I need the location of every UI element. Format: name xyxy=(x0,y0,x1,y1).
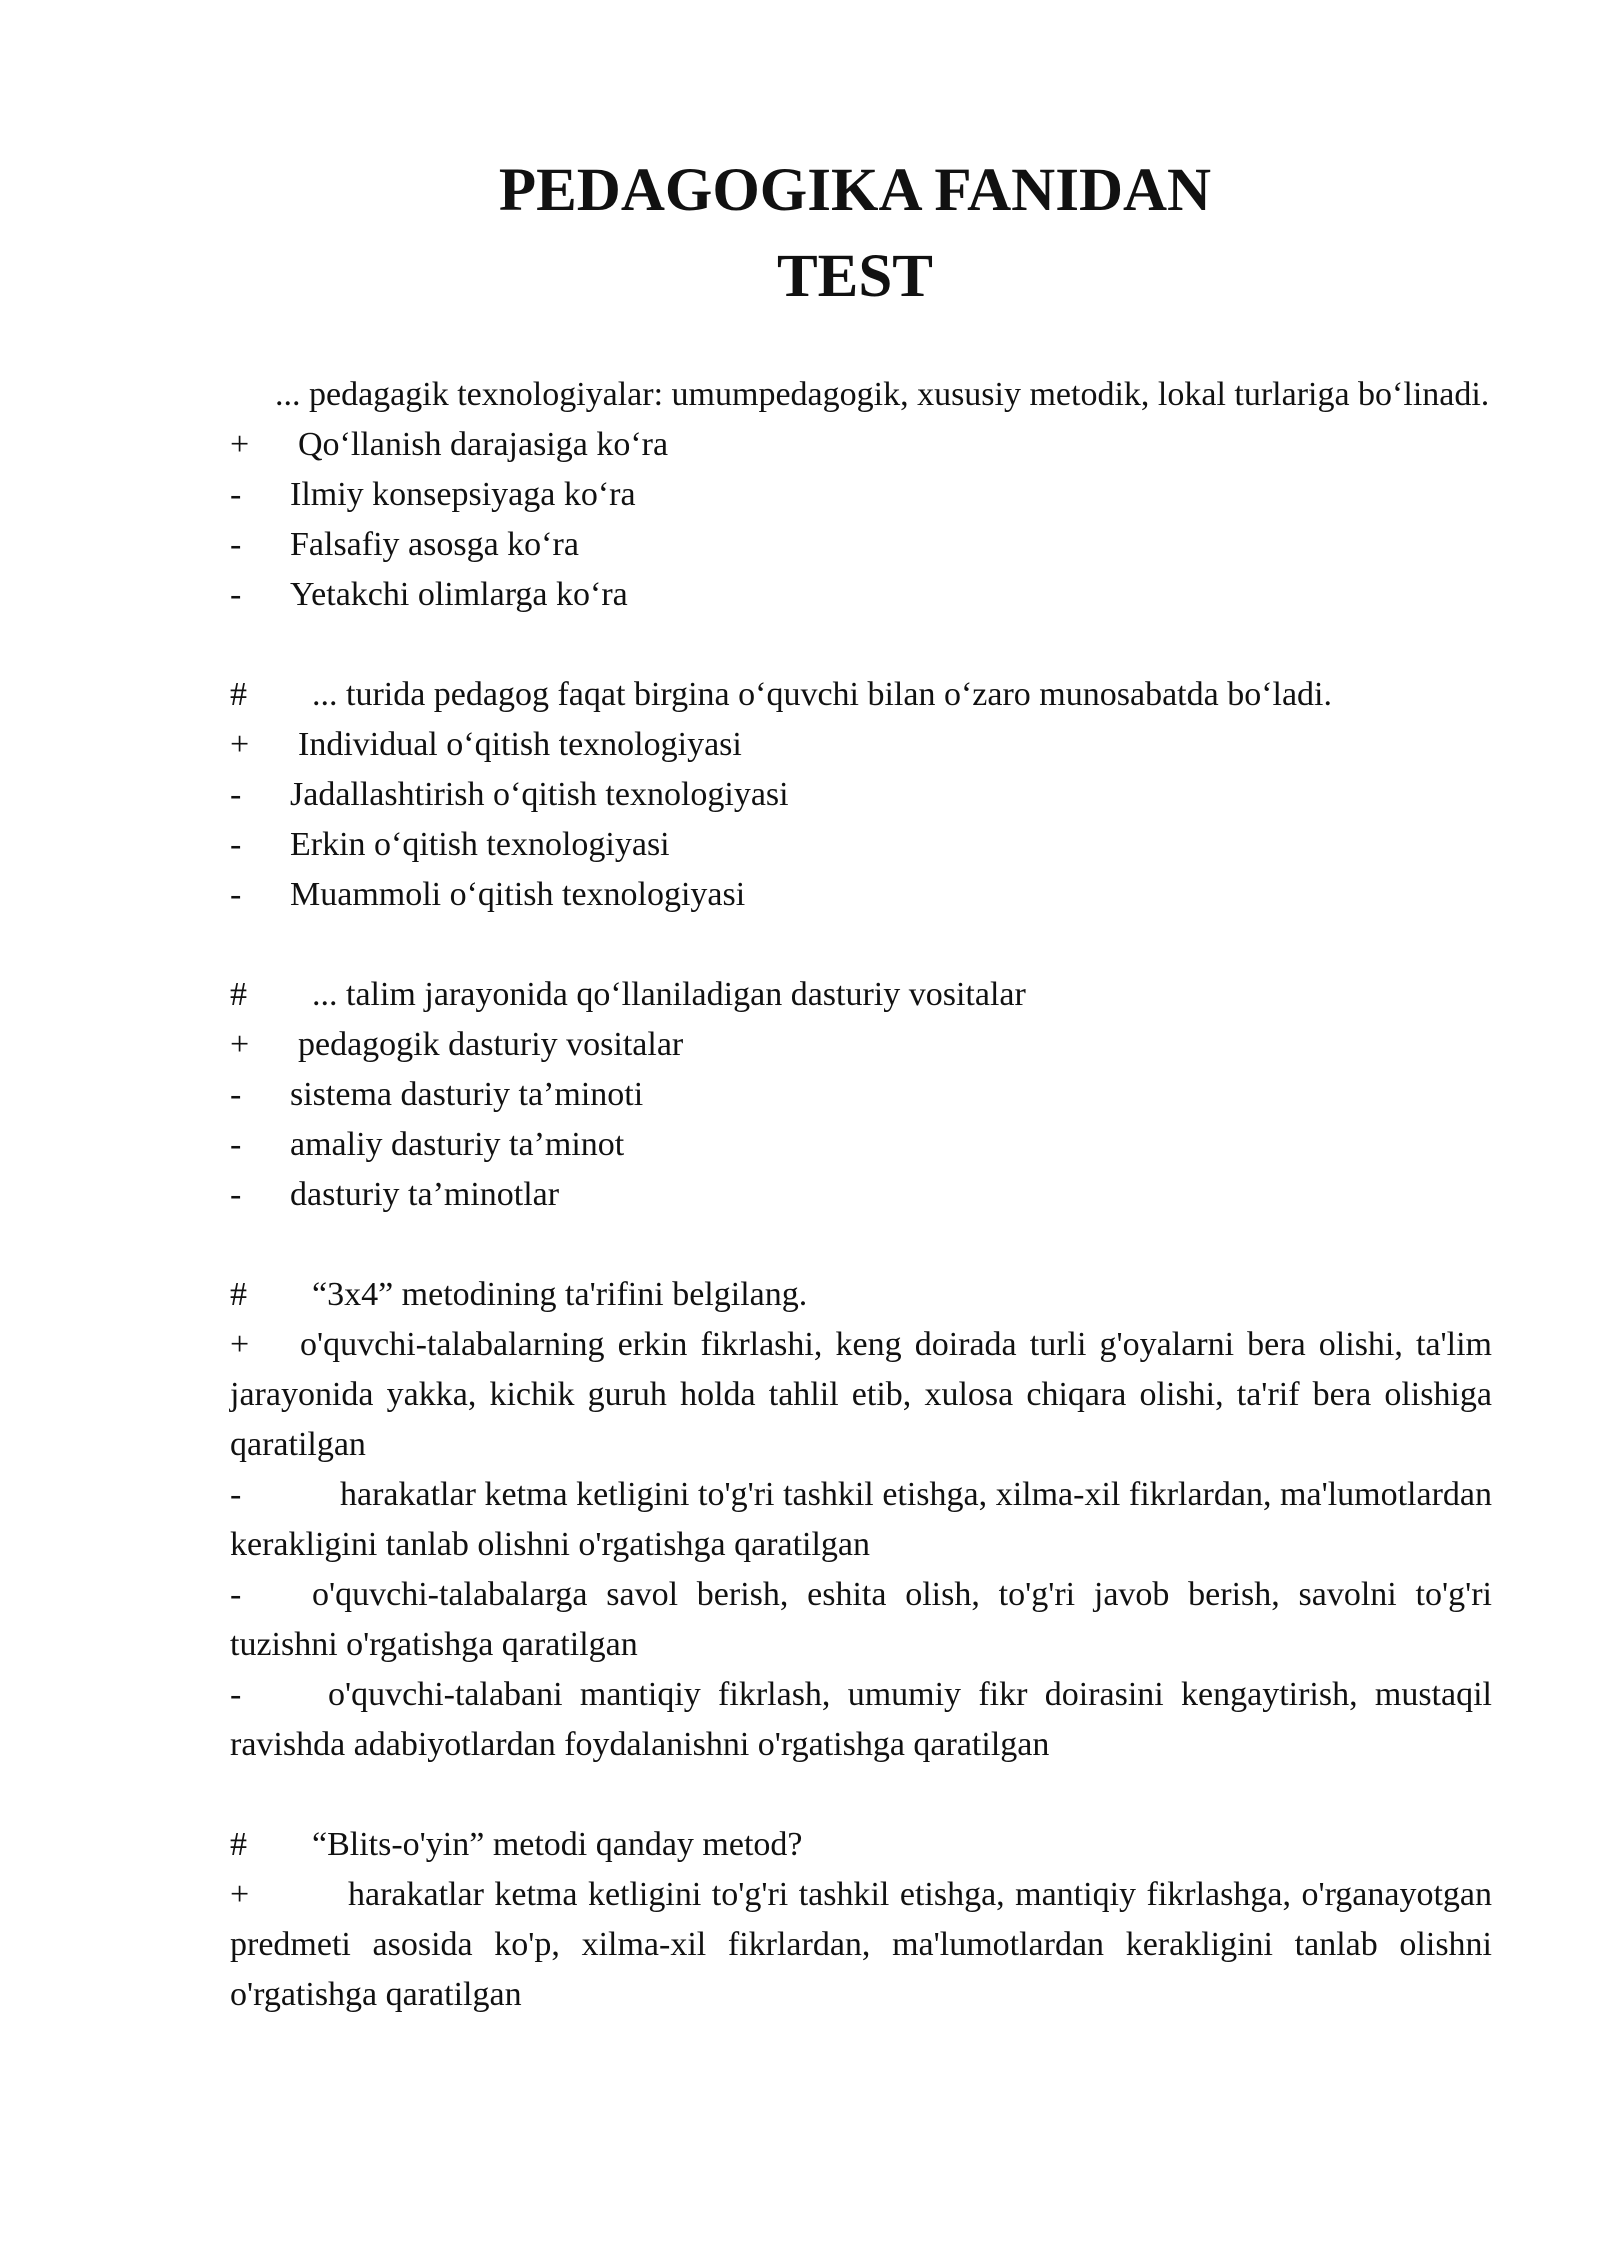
correct-marker: + xyxy=(230,1026,250,1063)
test-content xyxy=(230,370,1492,2020)
q4-wrong-answer xyxy=(230,1670,1492,1770)
wrong-marker: - xyxy=(230,776,242,813)
question-text: “3x4” metodining ta'rifini belgilang. xyxy=(312,1276,808,1313)
answer-text: harakatlar ketma ketligini to'g'ri tashkil etishga, mantiqiy fikrlashga, o'rganayotgan predmeti asosida ko'p, xilma-xil fikrlardan, ma'lumotlardan kerakligini tanlab olishni o'rgatishga qaratilgan xyxy=(230,1876,1492,2013)
answer-text: amaliy dasturiy ta’minot xyxy=(290,1126,625,1163)
correct-marker: + xyxy=(230,1326,250,1363)
answer-text: Yetakchi olimlarga ko‘ra xyxy=(290,576,628,613)
answer-text: harakatlar ketma ketligini to'g'ri tashkil etishga, xilma-xil fikrlardan, ma'lumotlardan kerakligini tanlab olishni o'rgatishga qaratilgan xyxy=(230,1476,1492,1563)
spacer xyxy=(230,1220,1492,1270)
wrong-marker: - xyxy=(230,1476,242,1513)
answer-text: pedagogik dasturiy vositalar xyxy=(298,1026,684,1063)
answer-text: Individual o‘qitish texnologiyasi xyxy=(298,726,742,763)
answer-text: Jadallashtirish o‘qitish texnologiyasi xyxy=(290,776,789,813)
q1-correct-answer xyxy=(230,420,1492,470)
q3-wrong-answer xyxy=(230,1070,1492,1120)
question-text: ... turida pedagog faqat birgina o‘quvchi bilan o‘zaro munosabatda bo‘ladi. xyxy=(312,676,1332,713)
spacer xyxy=(230,920,1492,970)
correct-marker: + xyxy=(230,1876,250,1913)
answer-text: Erkin o‘qitish texnologiyasi xyxy=(290,826,670,863)
q1-question: ... pedagagik texnologiyalar: umumpedagogik, xususiy metodik, lokal turlariga bo‘linadi. xyxy=(275,376,1490,413)
wrong-marker: - xyxy=(230,876,242,913)
q4-wrong-answer xyxy=(230,1570,1492,1670)
question-marker: # xyxy=(230,1276,247,1313)
wrong-marker: - xyxy=(230,826,242,863)
answer-text: Muammoli o‘qitish texnologiyasi xyxy=(290,876,746,913)
q2-correct-answer xyxy=(230,720,1492,770)
q2-question xyxy=(230,670,1492,720)
q1-wrong-answer xyxy=(230,520,1492,570)
answer-text: sistema dasturiy ta’minoti xyxy=(290,1076,644,1113)
q4-question xyxy=(230,1270,1492,1320)
q5-correct-answer xyxy=(230,1870,1492,2020)
correct-marker: + xyxy=(230,426,250,463)
wrong-marker: - xyxy=(230,476,242,513)
question-text: ... talim jarayonida qo‘llaniladigan dasturiy vositalar xyxy=(312,976,1026,1013)
answer-text: Ilmiy konsepsiyaga ko‘ra xyxy=(290,476,636,513)
wrong-marker: - xyxy=(230,1076,242,1113)
spacer xyxy=(230,620,1492,670)
spacer xyxy=(230,1770,1492,1820)
q5-question xyxy=(230,1820,1492,1870)
answer-text: o'quvchi-talabani mantiqiy fikrlash, umumiy fikr doirasini kengaytirish, mustaqil ravishda adabiyotlardan foydalanishni o'rgatishga qaratilgan xyxy=(230,1676,1492,1763)
wrong-marker: - xyxy=(230,1576,242,1613)
wrong-marker: - xyxy=(230,1126,242,1163)
q3-wrong-answer xyxy=(230,1170,1492,1220)
q1-wrong-answer xyxy=(230,570,1492,620)
question-marker: # xyxy=(230,676,247,713)
document-title-line2: TEST xyxy=(777,243,933,310)
document-title-line1: PEDAGOGIKA FANIDAN xyxy=(498,157,1212,224)
wrong-marker: - xyxy=(230,1676,242,1713)
q3-correct-answer xyxy=(230,1020,1492,1070)
question-marker: # xyxy=(230,1826,247,1863)
q2-wrong-answer xyxy=(230,820,1492,870)
q2-wrong-answer xyxy=(230,870,1492,920)
question-marker: # xyxy=(230,976,247,1013)
answer-text: dasturiy ta’minotlar xyxy=(290,1176,560,1213)
question-text: “Blits-o'yin” metodi qanday metod? xyxy=(312,1826,803,1863)
q3-question xyxy=(230,970,1492,1020)
q4-correct-answer xyxy=(230,1320,1492,1470)
wrong-marker: - xyxy=(230,576,242,613)
q2-wrong-answer xyxy=(230,770,1492,820)
wrong-marker: - xyxy=(230,526,242,563)
answer-text: o'quvchi-talabalarga savol berish, eshita olish, to'g'ri javob berish, savolni to'g'ri tuzishni o'rgatishga qaratilgan xyxy=(230,1576,1492,1663)
correct-marker: + xyxy=(230,726,250,763)
q4-wrong-answer xyxy=(230,1470,1492,1570)
q3-wrong-answer xyxy=(230,1120,1492,1170)
answer-text: o'quvchi-talabalarning erkin fikrlashi, keng doirada turli g'oyalarni bera olishi, ta'lim jarayonida yakka, kichik guruh holda tahlil etib, xulosa chiqara olishi, ta'rif bera olishiga qaratilgan xyxy=(230,1326,1492,1463)
answer-text: Qo‘llanish darajasiga ko‘ra xyxy=(298,426,669,463)
q1-wrong-answer xyxy=(230,470,1492,520)
answer-text: Falsafiy asosga ko‘ra xyxy=(290,526,579,563)
wrong-marker: - xyxy=(230,1176,242,1213)
